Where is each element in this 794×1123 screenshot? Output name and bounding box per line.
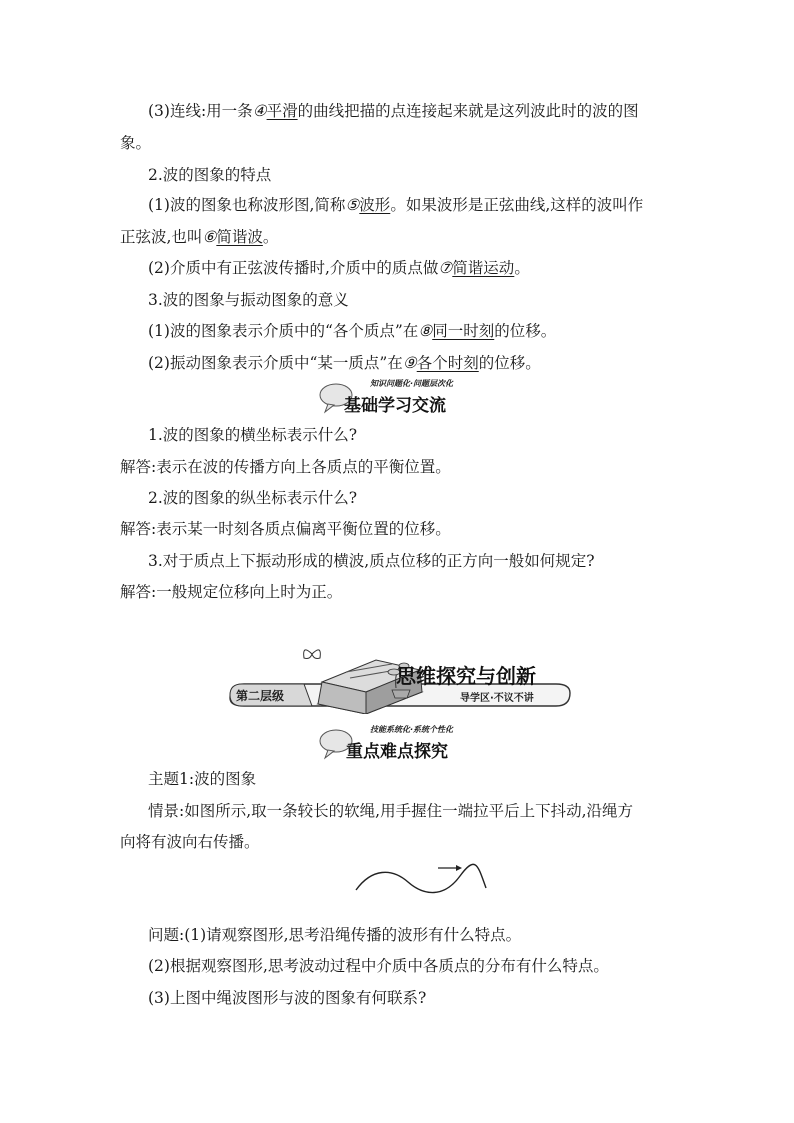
answer-marker: ⑥ [202,228,217,246]
scene-text: 情景:如图所示,取一条较长的软绳,用手握住一端拉平后上下抖动,沿绳方 [148,802,634,820]
answer-underlined: 简谐运动 [452,259,515,277]
question-1: 1.波的图象的横坐标表示什么? [148,426,358,444]
section-heading-features: 2.波的图象的特点 [148,166,272,184]
text-segment: 正弦波,也叫 [120,228,203,246]
text-segment: 。如果波形是正弦曲线,这样的波叫作 [390,196,644,214]
text-line-waveform [148,194,643,216]
answer-underlined: 简谐波 [216,228,263,246]
text-line-wave-graph-meaning [148,320,556,342]
section-banner-key-points [318,724,488,762]
text-segment: 的位移。 [494,322,557,340]
level-subtitle: 导学区·不议不讲 [460,693,534,704]
text-segment: 的曲线把描的点连接起来就是这列波此时的波的图 [297,102,639,120]
section-banner-basic [318,378,488,416]
answer-marker: ⑧ [418,322,433,340]
question-2: 2.波的图象的纵坐标表示什么? [148,489,358,507]
text-segment: (3)连线:用一条 [148,102,253,120]
text-segment: (2)振动图象表示介质中“某一质点”在 [148,354,403,372]
text-segment: 的位移。 [478,354,541,372]
answer-underlined: 各个时刻 [416,354,479,372]
topic-title: 主题1:波的图象 [148,770,257,788]
level-label: 第二层级 [236,689,285,703]
banner-subtitle: 技能系统化·系统个性化 [370,725,454,734]
answer-2: 解答:表示某一时刻各质点偏离平衡位置的位移。 [120,520,451,538]
text-line-sine-wave [120,226,278,248]
text-segment: (2)介质中有正弦波传播时,介质中的质点做 [148,259,439,277]
text-line-connect [148,100,639,122]
answer-underlined: 平滑 [266,102,298,120]
scene-text-continued: 向将有波向右传播。 [120,833,260,851]
text-line-continued: 象。 [120,134,152,152]
banner-subtitle: 知识问题化·问题层次化 [370,379,454,388]
question-3: 3.对于质点上下振动形成的横波,质点位移的正方向一般如何规定? [148,552,595,570]
answer-underlined: 波形 [359,196,391,214]
section-heading-meaning: 3.波的图象与振动图象的意义 [148,291,349,309]
question-text-3: (3)上图中绳波图形与波的图象有何联系? [148,989,427,1007]
text-segment: 。 [514,259,530,277]
level-banner [226,638,576,714]
answer-1: 解答:表示在波的传播方向上各质点的平衡位置。 [120,458,451,476]
answer-underlined: 同一时刻 [432,322,495,340]
answer-3: 解答:一般规定位移向上时为正。 [120,583,343,601]
answer-marker: ⑨ [402,354,417,372]
answer-marker: ④ [252,102,267,120]
text-line-harmonic-motion [148,257,530,279]
answer-marker: ⑤ [345,196,360,214]
text-segment: (1)波的图象也称波形图,简称 [148,196,346,214]
level-title: 思维探究与创新 [396,664,536,688]
text-segment: (1)波的图象表示介质中的“各个质点”在 [148,322,419,340]
text-segment: 。 [262,228,279,246]
text-line-vibration-graph-meaning [148,352,541,374]
question-text-2: (2)根据观察图形,思考波动过程中介质中各质点的分布有什么特点。 [148,957,609,975]
answer-marker: ⑦ [438,259,453,277]
rope-wave-figure [352,862,492,902]
banner-title: 重点难点探究 [346,742,448,762]
banner-title: 基础学习交流 [344,396,446,416]
question-text-1: 问题:(1)请观察图形,思考沿绳传播的波形有什么特点。 [148,926,522,944]
